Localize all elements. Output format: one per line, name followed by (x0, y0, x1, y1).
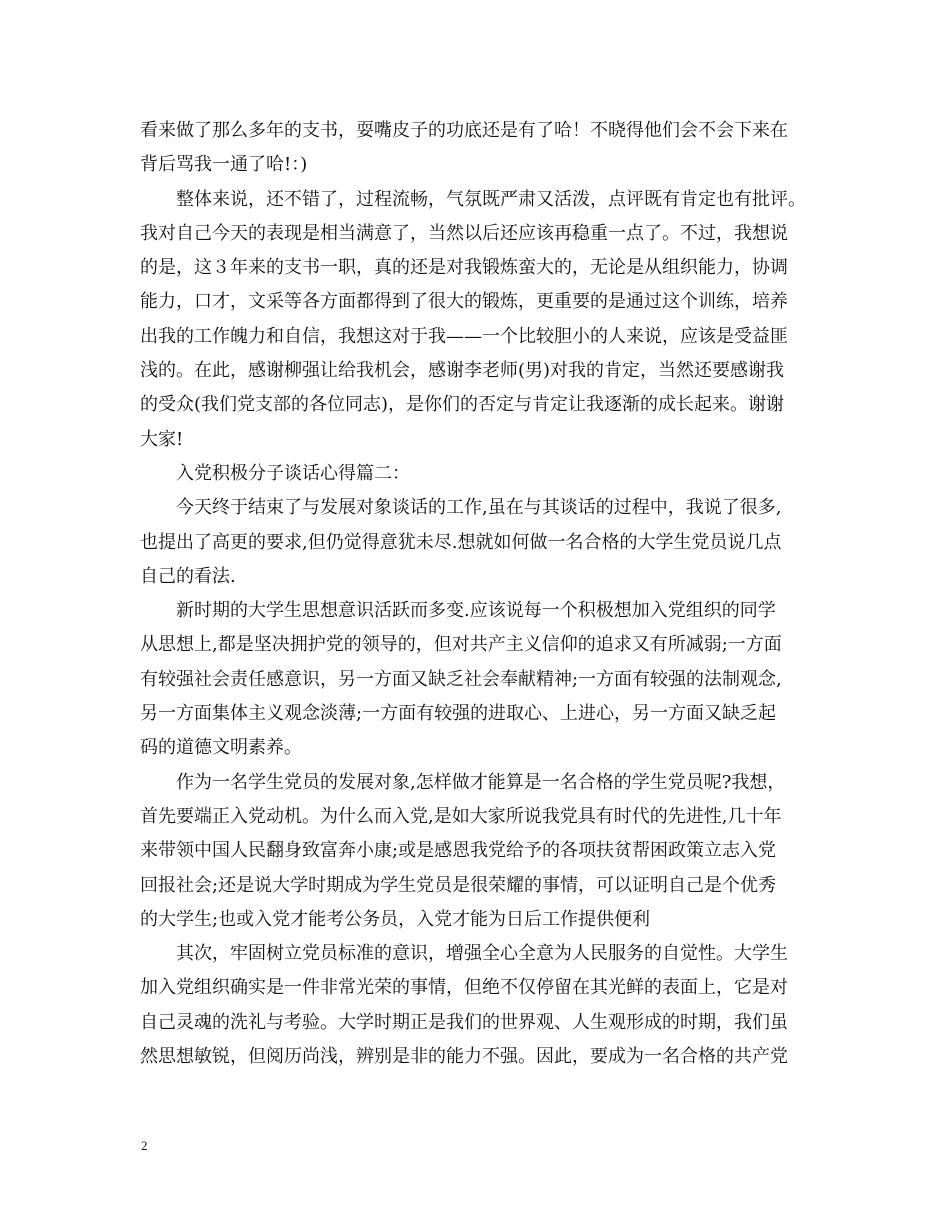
text-line: 整体来说，还不错了，过程流畅，气氛既严肃又活泼，点评既有肯定也有批评。 (176, 188, 806, 210)
page-number: 2 (141, 1138, 148, 1153)
text-line: 新时期的大学生思想意识活跃而多变.应该说每一个积极想加入党组织的同学 (176, 600, 776, 622)
text-line: 大家! (140, 428, 184, 450)
text-line: 出我的工作魄力和自信，我想这对于我——一个比较胆小的人来说，应该是受益匪 (140, 325, 788, 347)
text-line: 然思想敏锐，但阅历尚浅，辨别是非的能力不强。因此，要成为一名合格的共产党 (140, 1046, 788, 1068)
text-line: 从思想上,都是坚决拥护党的领导的，但对共产主义信仰的追求又有所减弱;一方面 (140, 634, 782, 656)
text-line: 自己灵魂的洗礼与考验。大学时期正是我们的世界观、人生观形成的时期，我们虽 (140, 1011, 788, 1033)
text-line: 回报社会;还是说大学时期成为学生党员是很荣耀的事情，可以证明自己是个优秀 (140, 874, 777, 896)
text-line: 也提出了高更的要求,但仍觉得意犹未尽.想就如何做一名合格的大学生党员说几点 (140, 531, 782, 553)
text-line: 自己的看法. (140, 565, 236, 587)
text-line: 今天终于结束了与发展对象谈话的工作,虽在与其谈话的过程中，我说了很多, (176, 497, 782, 519)
text-line: 浅的。在此，感谢柳强让给我机会，感谢李老师(男)对我的肯定，当然还要感谢我 (140, 360, 785, 382)
text-line: 的受众(我们党支部的各位同志)，是你们的否定与肯定让我逐渐的成长起来。谢谢 (140, 394, 785, 416)
text-line: 看来做了那么多年的支书，耍嘴皮子的功底还是有了哈！不晓得他们会不会下来在 (140, 120, 788, 141)
text-line: 其次，牢固树立党员标准的意识，增强全心全意为人民服务的自觉性。大学生 (176, 943, 788, 965)
text-line: 来带领中国人民翻身致富奔小康;或是感恩我党给予的各项扶贫帮困政策立志入党 (140, 840, 777, 862)
text-line: 码的道德文明素养。 (140, 737, 302, 759)
text-line: 入党积极分子谈话心得篇二： (176, 462, 410, 484)
document-body (140, 114, 830, 1074)
text-line: 能力，口才，文采等各方面都得到了很大的锻炼，更重要的是通过这个训练，培养 (140, 291, 788, 313)
text-line: 有较强社会责任感意识，另一方面又缺乏社会奉献精神;一方面有较强的法制观念, (140, 668, 782, 690)
text-line: 我对自己今天的表现是相当满意了，当然以后还应该再稳重一点了。不过，我想说 (140, 222, 788, 244)
text-line: 背后骂我一通了哈!：) (140, 154, 308, 176)
text-line: 首先要端正入党动机。为什么而入党,是如大家所说我党具有时代的先进性,几十年 (140, 805, 782, 827)
text-line: 加入党组织确实是一件非常光荣的事情，但绝不仅停留在其光鲜的表面上，它是对 (140, 977, 788, 999)
text-line: 的大学生;也或入党才能考公务员，入党才能为日后工作提供便利 (140, 908, 651, 930)
text-line: 的是，这３年来的支书一职，真的还是对我锻炼蛮大的，无论是从组织能力，协调 (140, 257, 788, 279)
text-line: 另一方面集体主义观念淡薄;一方面有较强的进取心、上进心，另一方面又缺乏起 (140, 703, 777, 725)
text-line: 作为一名学生党员的发展对象,怎样做才能算是一名合格的学生党员呢?我想， (176, 771, 786, 793)
